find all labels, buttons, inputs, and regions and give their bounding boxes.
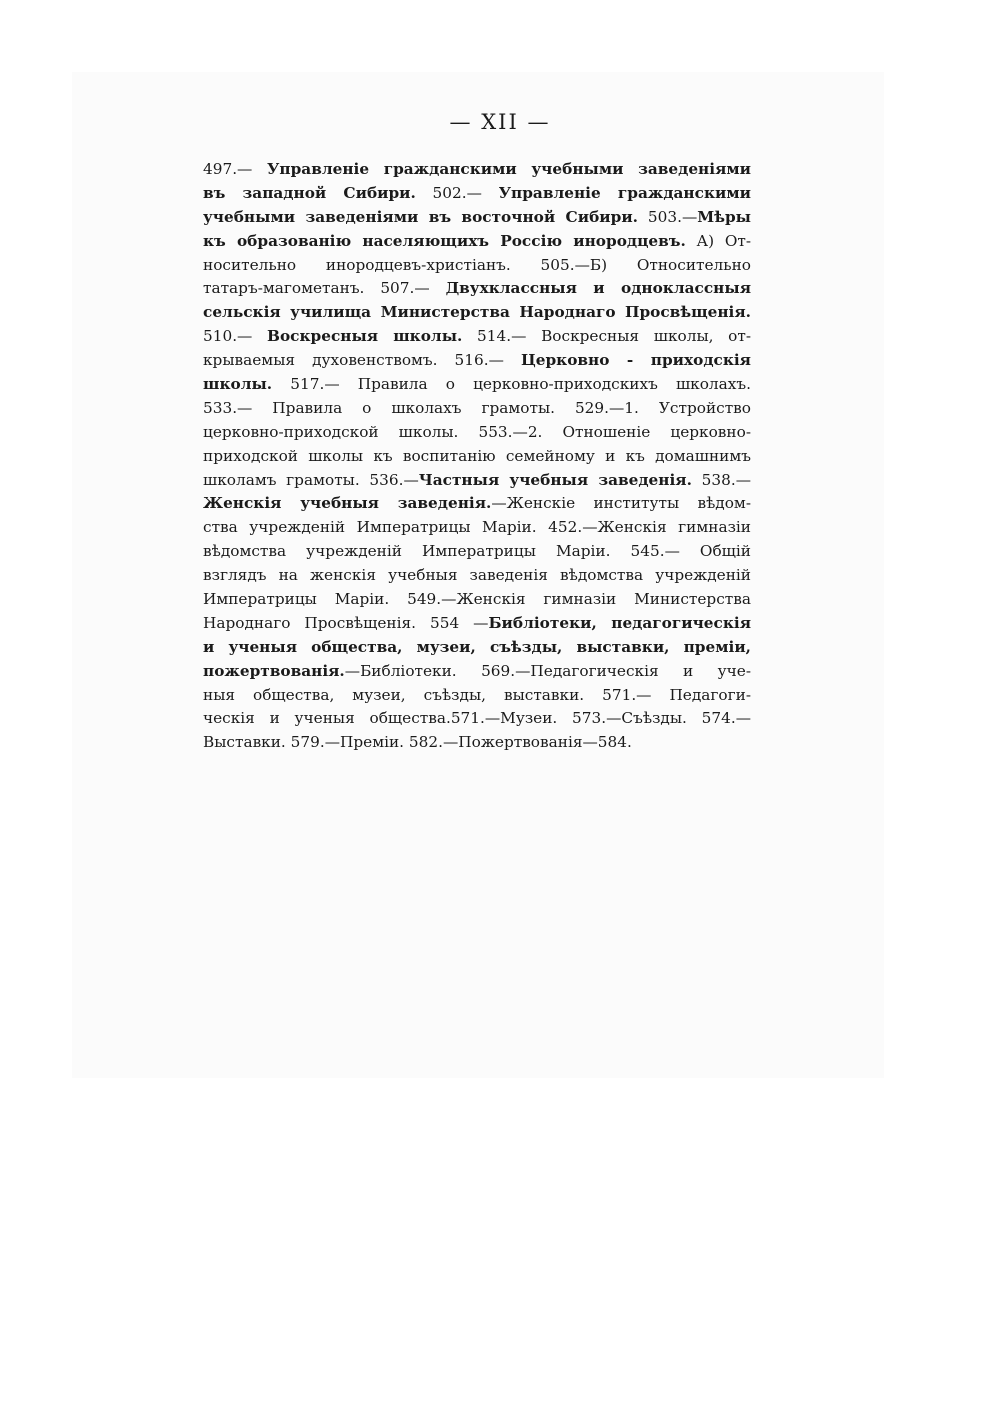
text-line	[203, 206, 751, 230]
text-line	[203, 182, 751, 206]
text-line	[203, 707, 751, 731]
text-line	[203, 540, 751, 564]
section-heading-text: и ученыя общества, музеи, съѣзды, выставки, преміи,	[203, 637, 751, 656]
section-heading-text: Управленіе гражданскими учебными заведеніями	[252, 160, 751, 178]
section-heading-text: Церковно - приходскія	[520, 351, 751, 370]
text-line	[203, 301, 751, 325]
text-line	[203, 469, 751, 493]
entry-text: 517.— Правила о церковно-приходскихъ школахъ.	[272, 375, 751, 394]
section-heading-text: Двухклассныя и одноклассныя	[445, 279, 751, 298]
entry-text: церковно-приходской школы. 553.—2. Отношеніе церковно-	[203, 422, 751, 441]
text-line	[203, 564, 751, 588]
text-line	[203, 636, 751, 660]
section-heading-text: пожертвованія.	[203, 661, 345, 680]
section-heading-text: учебными заведеніями въ восточной Сибири.	[203, 207, 638, 226]
section-heading-text: къ образованію населяющихъ Россію инородцевъ.	[203, 231, 686, 250]
text-line	[203, 731, 751, 755]
text-line	[203, 158, 751, 182]
entry-text: 502.—	[415, 183, 499, 202]
entry-text: взглядъ на женскія учебныя заведенія вѣдомства учрежденій	[203, 566, 751, 585]
section-heading-text: Женскія учебныя заведенія.	[203, 494, 492, 513]
entry-text: А) От-	[685, 231, 751, 250]
entry-text: Народнаго Просвѣщенія. 554 —	[203, 613, 489, 632]
text-line	[203, 588, 751, 612]
entry-text: приходской школы къ воспитанію семейному и къ домашнимъ	[203, 446, 751, 465]
entry-text: вѣдомства учрежденій Императрицы Маріи. 545.— Общій	[203, 542, 751, 561]
text-line	[203, 230, 751, 254]
text-line	[203, 492, 751, 516]
text-line	[203, 325, 751, 349]
text-line	[203, 684, 751, 708]
table-of-contents-text	[203, 158, 751, 755]
page-number-header: — XII —	[449, 110, 551, 134]
entry-text: —Библіотеки. 569.—Педагогическія и уче-	[344, 661, 751, 680]
entry-text: Императрицы Маріи. 549.—Женскія гимназіи Министерства	[203, 590, 751, 609]
section-heading-text: Библіотеки, педагогическія	[488, 613, 751, 632]
text-line	[203, 349, 751, 373]
section-heading-text: Частныя учебныя заведенія.	[418, 470, 692, 489]
entry-text: Выставки. 579.—Преміи. 582.—Пожертвованія—584.	[203, 733, 632, 752]
text-line	[203, 397, 751, 421]
entry-text: ства учрежденій Императрицы Маріи. 452.—Женскія гимназіи	[203, 518, 751, 537]
entry-text: ческія и ученыя общества.571.—Музеи. 573.—Съѣзды. 574.—	[203, 709, 751, 728]
text-line	[203, 516, 751, 540]
text-line	[203, 421, 751, 445]
entry-text: татаръ-магометанъ. 507.—	[203, 279, 446, 298]
text-line	[203, 277, 751, 301]
entry-text: 503.—	[638, 207, 698, 226]
entry-text: —Женскіе институты вѣдом-	[491, 494, 751, 513]
text-line	[203, 445, 751, 469]
text-line	[203, 612, 751, 636]
section-heading-text: въ западной Сибири.	[203, 183, 416, 202]
section-heading-text: Мѣры	[697, 207, 751, 226]
entry-text: 538.—	[691, 470, 751, 489]
entry-text: школамъ грамоты. 536.—	[203, 470, 419, 489]
section-heading-text: школы.	[203, 375, 273, 394]
section-heading-text: сельскія училища Министерства Народнаго Просвѣщенія.	[203, 303, 751, 322]
entry-text: носительно инородцевъ-христіанъ. 505.—Б) Относительно	[203, 255, 751, 274]
entry-text: 510.—	[203, 327, 268, 346]
entry-text: 514.— Воскресныя школы, от-	[462, 327, 751, 346]
section-heading-text: Управленіе гражданскими	[498, 183, 751, 202]
entry-text: крываемыя духовенствомъ. 516.—	[203, 351, 521, 370]
text-line	[203, 373, 751, 397]
text-line	[203, 254, 751, 278]
entry-text: ныя общества, музеи, съѣзды, выставки. 571.— Педагоги-	[203, 685, 751, 704]
entry-text: 497.—	[203, 160, 253, 178]
section-heading-text: Воскресныя школы.	[267, 327, 463, 346]
entry-text: 533.— Правила о школахъ грамоты. 529.—1. Устройство	[203, 398, 751, 417]
text-line	[203, 660, 751, 684]
